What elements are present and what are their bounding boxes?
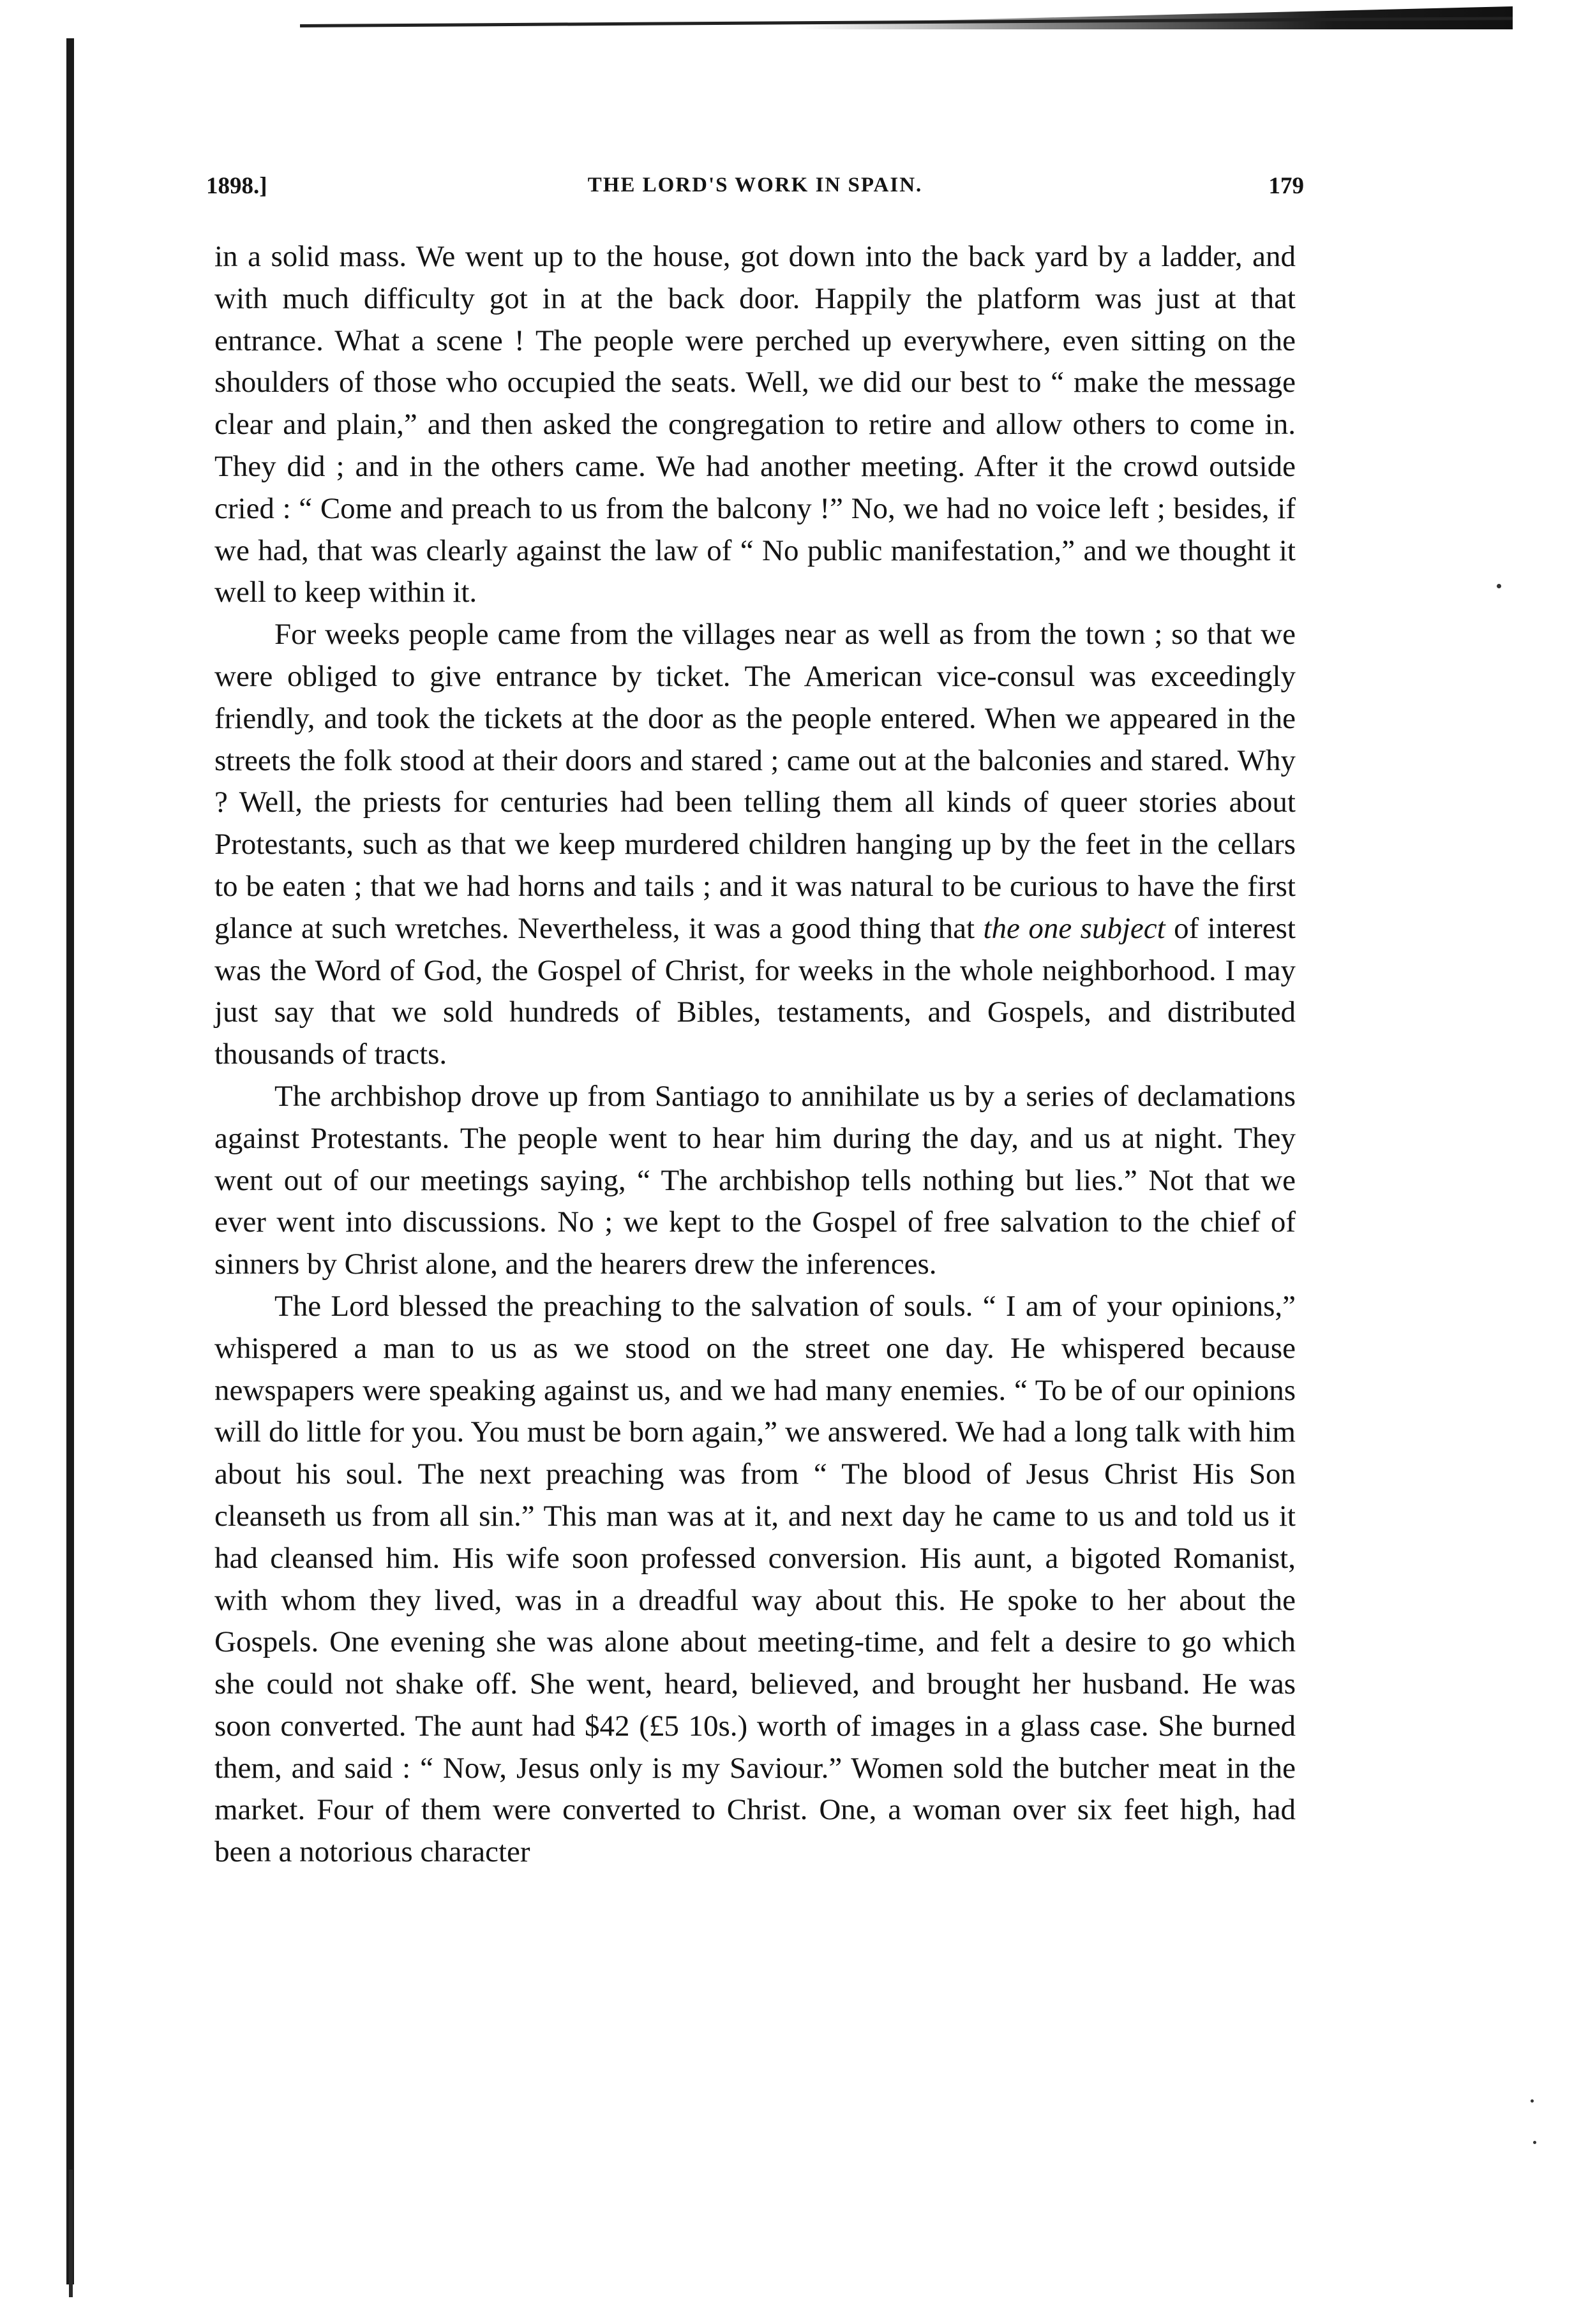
text-segment: of interest was the Word of God, the Gospel of Christ, for weeks in the whole neighborhood. I may just say that we sold hundreds of Bibles, testaments, and Gospels, and distributed thousands of tracts. [214,911,1296,1071]
page-number: 179 [1268,173,1304,199]
article-body [214,236,1296,1873]
scan-edge-left [66,38,74,2284]
scan-edge-left-tail [69,2170,73,2297]
text-segment: For weeks people came from the villages near as well as from the town ; so that we were obliged to give entrance by ticket. The American vice-consul was exceedingly friendly, and took the tickets at the door as the people entered. When we appeared in the streets the folk stood at their doors and stared ; came out at the balconies and stared. Why ? Well, the priests for centuries had been telling them all kinds of queer stories about Protestants, such as that we keep murdered children hanging up by the feet in the cellars to be eaten ; that we had horns and tails ; and it was natural to be curious to have the first glance at such wretches. Nevertheless, it was a good thing that [214,618,1296,945]
scan-speck [1497,584,1501,588]
running-head [206,166,1304,211]
running-head-title: THE LORD'S WORK IN SPAIN. [587,174,923,197]
scan-speck [1531,2099,1534,2103]
running-head-year: 1898.] [206,173,267,199]
text-segment: The archbishop drove up from Santiago to annihilate us by a series of declamations against Protestants. The people went to hear him during the day, and us at night. They went out of our meetings saying, “ The archbishop tells nothing but lies.” Not that we ever went into discussions. No ; we kept to the Gospel of free salvation to the chief of sinners by Christ alone, and the hearers drew the inferences. [214,1079,1296,1281]
text-segment: in a solid mass. We went up to the house, got down into the back yard by a ladder, and with much difficulty got in at the back door. Happily the platform was just at that entrance. What a scene ! The people were perched up everywhere, even sitting on the shoulders of those who occupied the seats. Well, we did our best to “ make the message clear and plain,” and then asked the congregation to retire and allow others to come in. They did ; and in the others came. We had another meeting. After it the crowd outside cried : “ Come and preach to us from the balcony !” No, we had no voice left ; besides, if we had, that was clearly against the law of “ No public manifestation,” and we thought it well to keep within it. [214,240,1296,609]
text-segment: The Lord blessed the preaching to the salvation of souls. “ I am of your opinions,” whispered a man to us as we stood on the street one day. He whispered because newspapers were speaking against us, and we had many enemies. “ To be of our opinions will do little for you. You must be born again,” we answered. We had a long talk with him about his soul. The next preaching was from “ The blood of Jesus Christ His Son cleanseth us from all sin.” This man was at it, and next day he came to us and told us it had cleansed him. His wife soon professed conversion. His aunt, a bigoted Romanist, with whom they lived, was in a dreadful way about this. He spoke to her about the Gospels. One evening she was alone about meeting-time, and felt a desire to go which she could not shake off. She went, heard, believed, and brought her husband. He was soon converted. The aunt had $42 (£5 10s.) worth of images in a glass case. She burned them, and said : “ Now, Jesus only is my Saviour.” Women sold the butcher meat in the market. Four of them were converted to Christ. One, a woman over six feet high, had been a notorious character [214,1289,1296,1869]
italic-phrase: the one subject [983,911,1165,945]
paragraph [214,236,1296,614]
paragraph [214,614,1296,1076]
scan-speck [1533,2141,1536,2144]
paragraph [214,1076,1296,1286]
paragraph [214,1286,1296,1873]
